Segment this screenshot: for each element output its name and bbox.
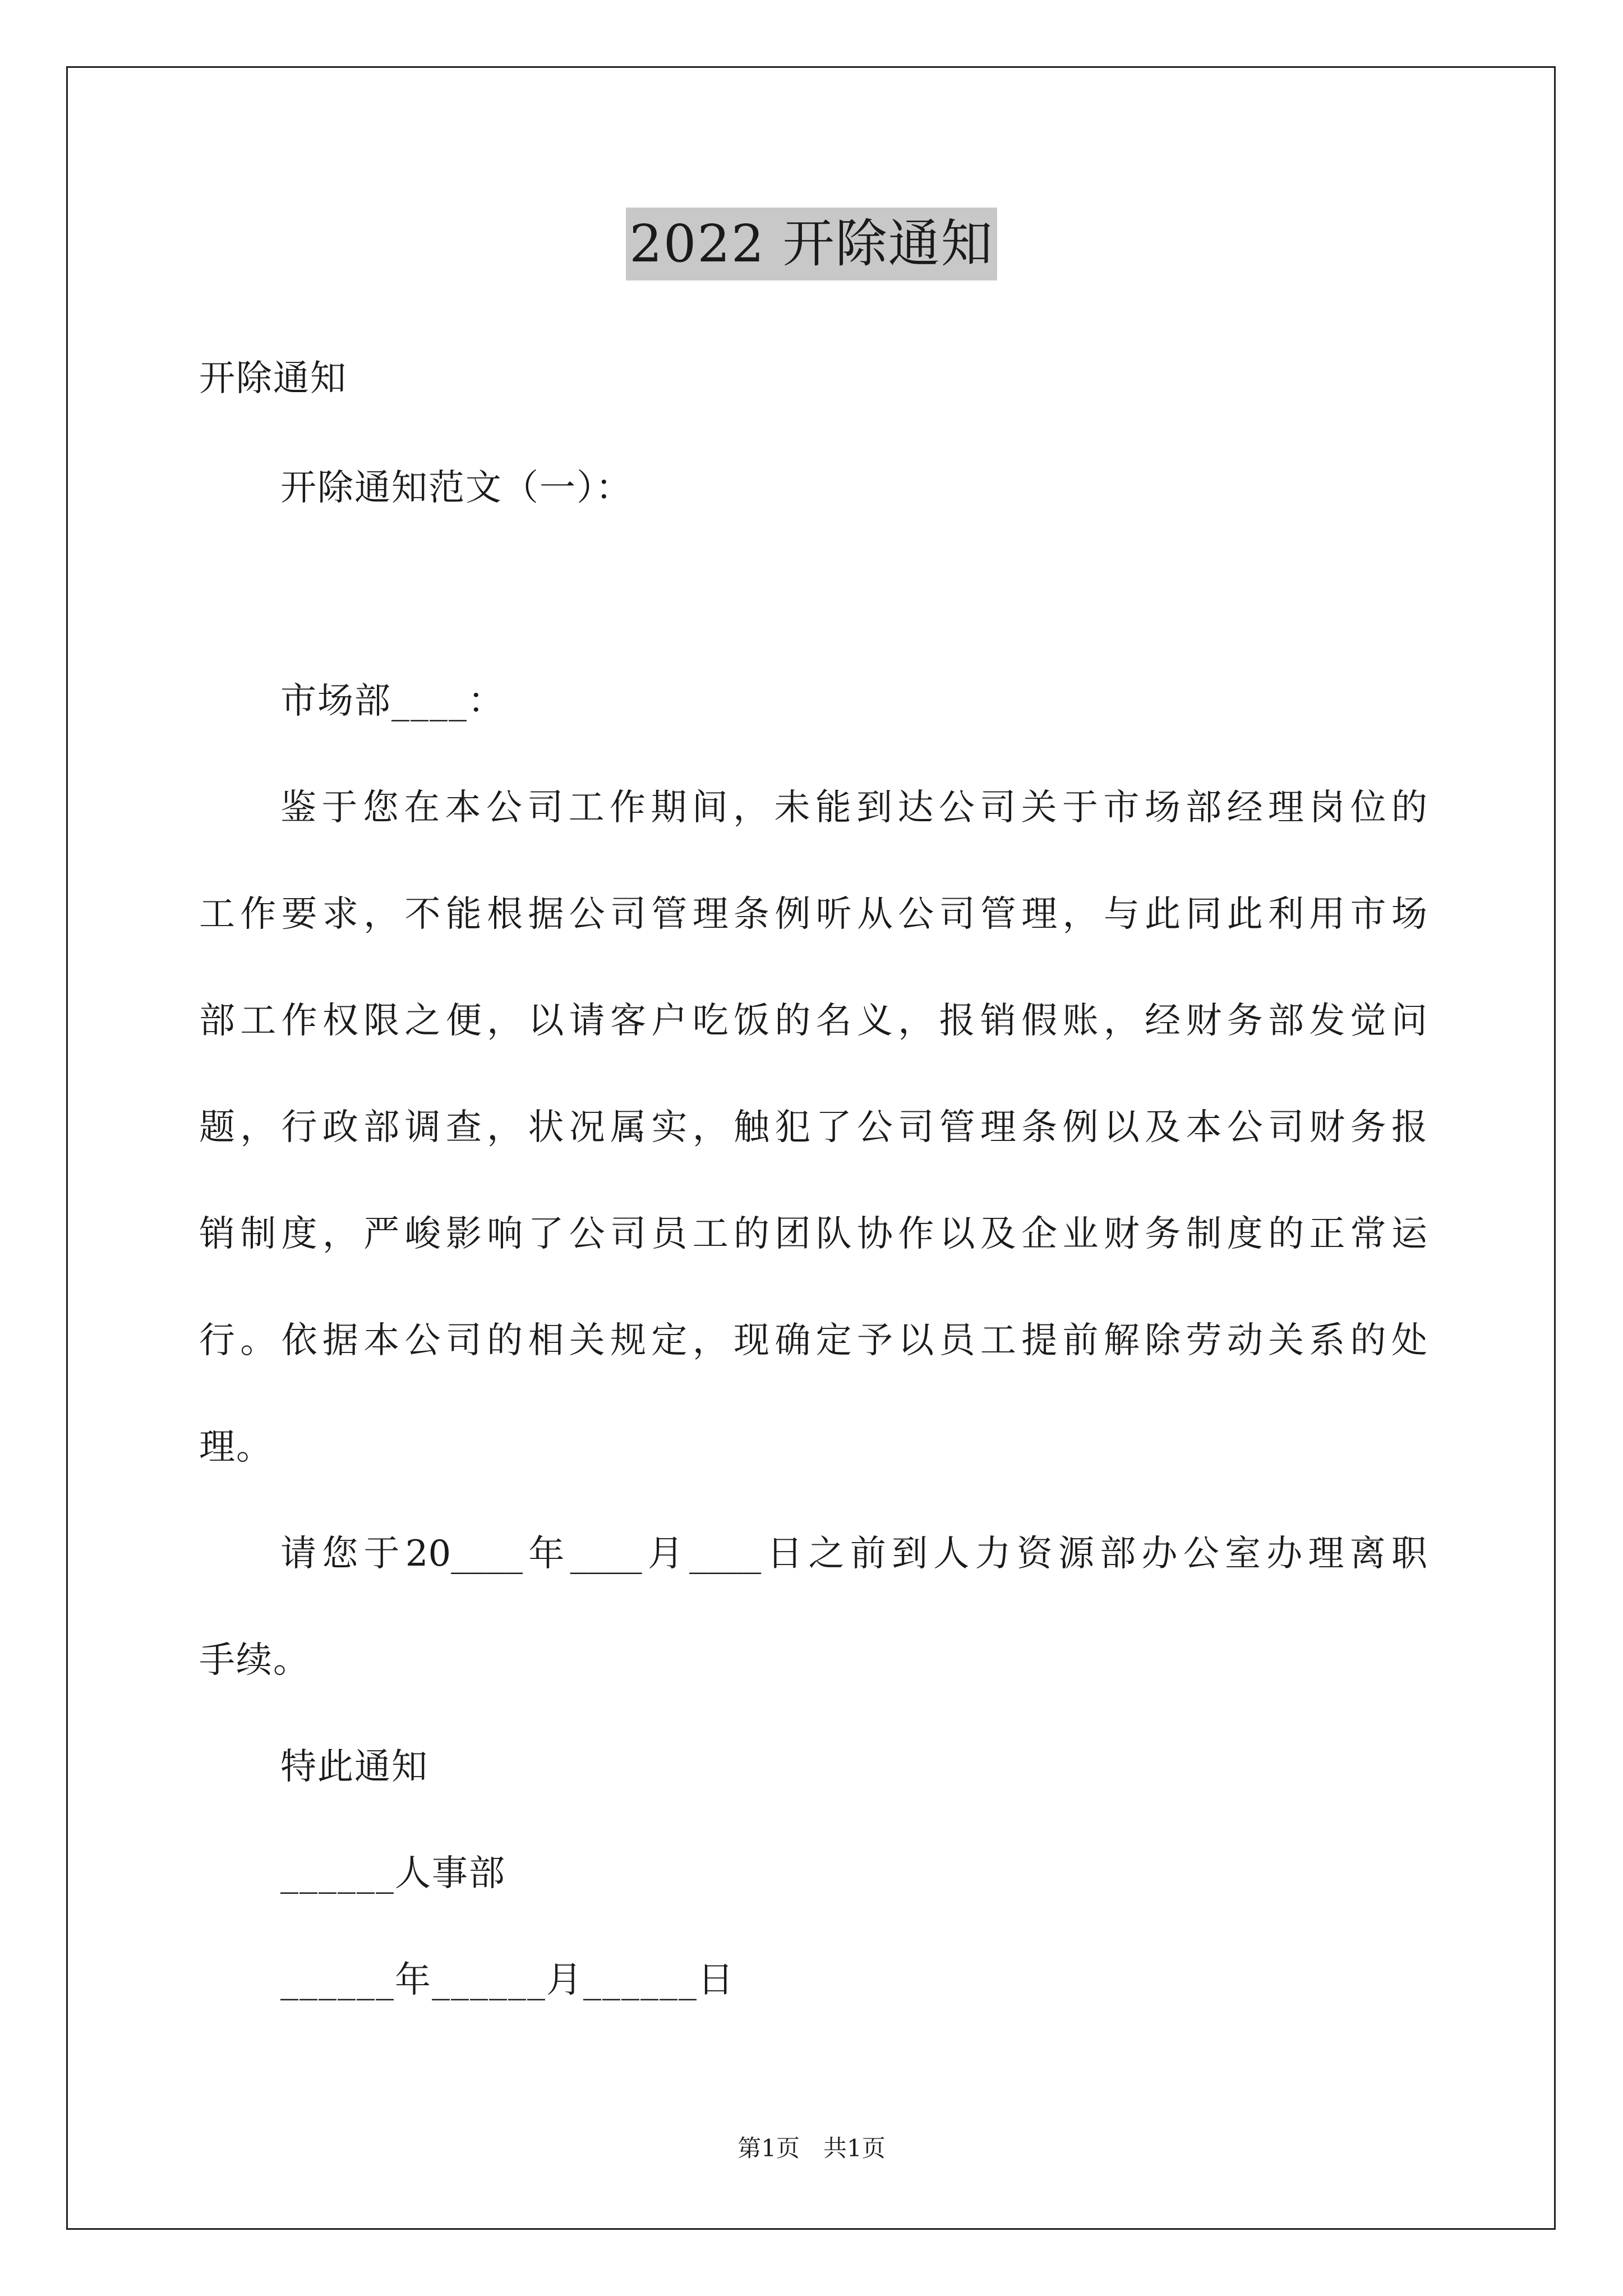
page-footer: 第1页 共1页 <box>737 2134 886 2162</box>
paragraph1-line: 行。依据本公司的相关规定，现确定予以员工提前解除劳动关系的处 <box>199 1320 1427 1361</box>
recipient-line: 市场部____： <box>280 680 505 722</box>
subheading: 开除通知范文（一）： <box>280 467 633 509</box>
paragraph1-line: 工作要求，不能根据公司管理条例听从公司管理，与此同此利用市场 <box>199 894 1427 935</box>
title-container <box>0 208 1623 280</box>
closing: 特此通知 <box>280 1746 428 1788</box>
heading: 开除通知 <box>199 358 347 399</box>
signature: ______人事部 <box>280 1853 506 1894</box>
paragraph2-line: 请您于20____年____月____日之前到人力资源部办公室办理离职 <box>280 1533 1427 1575</box>
paragraph1-line: 销制度，严峻影响了公司员工的团队协作以及企业财务制度的正常运 <box>199 1213 1427 1255</box>
paragraph1-last-line: 理。 <box>199 1427 273 1468</box>
date-line: ______年______月______日 <box>280 1959 735 2001</box>
document-title: 2022 开除通知 <box>626 208 997 280</box>
paragraph2-last-line: 手续。 <box>199 1640 310 1681</box>
paragraph1-line: 部工作权限之便，以请客户吃饭的名义，报销假账，经财务部发觉问 <box>199 1000 1427 1042</box>
paragraph1-line: 鉴于您在本公司工作期间，未能到达公司关于市场部经理岗位的 <box>280 787 1427 829</box>
paragraph1-line: 题，行政部调查，状况属实，触犯了公司管理条例以及本公司财务报 <box>199 1107 1427 1148</box>
